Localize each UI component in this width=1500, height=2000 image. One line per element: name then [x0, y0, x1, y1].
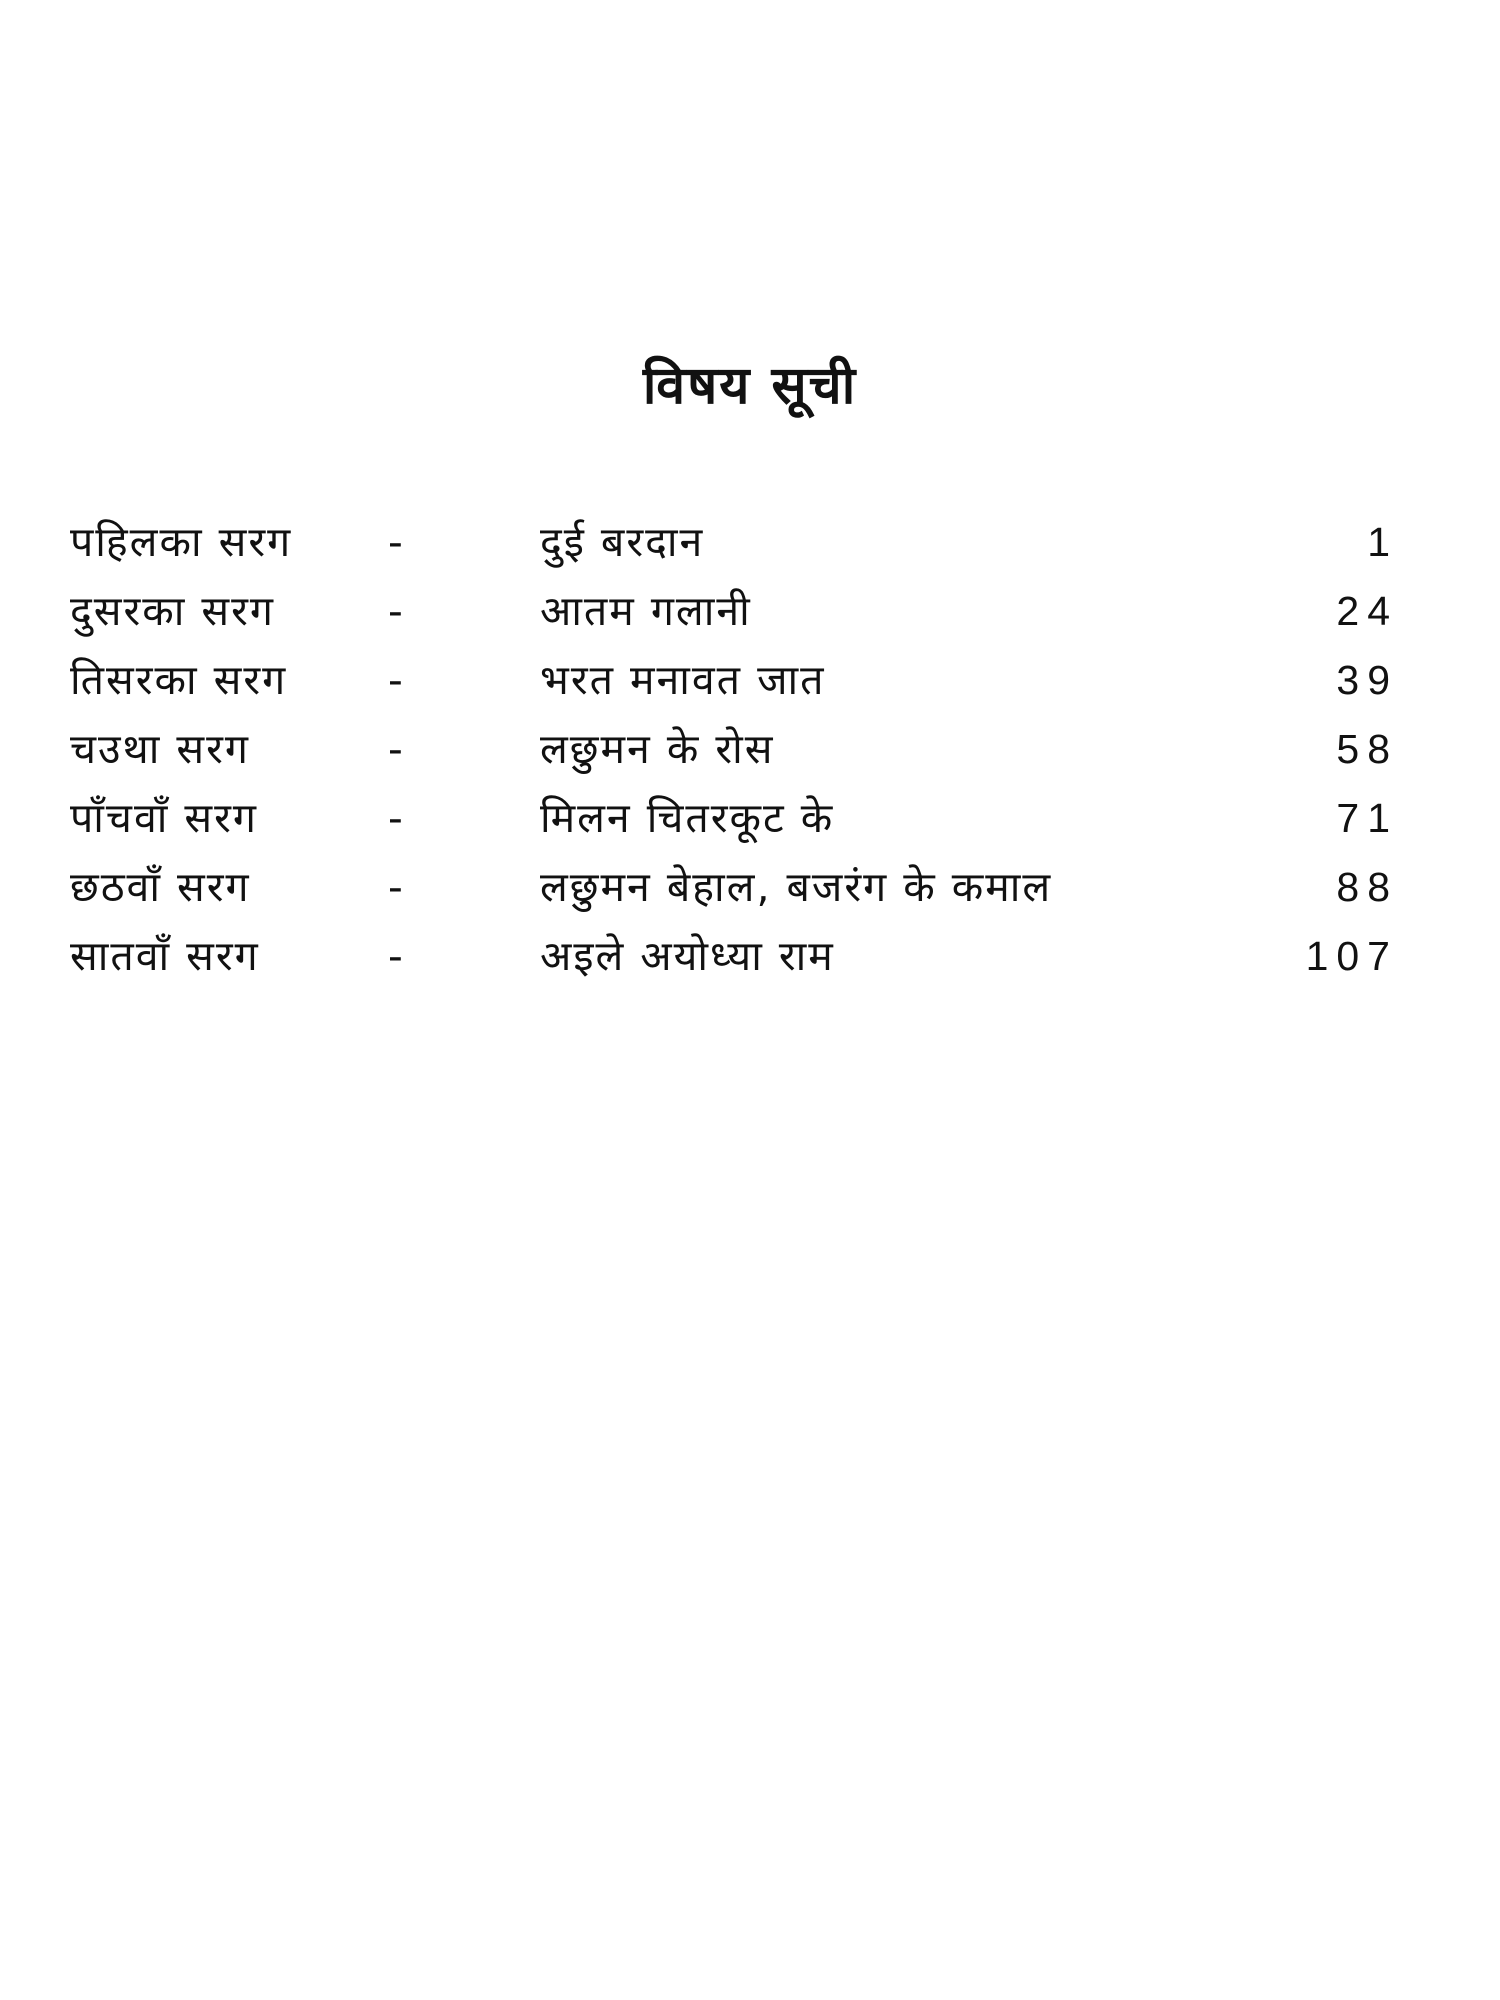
page-number: 39 — [1336, 657, 1398, 703]
separator-dash: - — [388, 587, 403, 635]
table-of-contents — [70, 508, 1398, 991]
chapter-label: पहिलका सरग — [70, 518, 293, 566]
chapter-title: लछुमन के रोस — [540, 725, 775, 773]
chapter-title: दुई बरदान — [540, 518, 705, 566]
page-title: विषय सूची — [642, 356, 858, 416]
separator-dash: - — [388, 725, 403, 773]
toc-row — [70, 577, 1398, 646]
separator-dash: - — [388, 518, 403, 566]
chapter-label: पाँचवाँ सरग — [70, 794, 258, 842]
chapter-label: चउथा सरग — [70, 725, 250, 773]
separator-dash: - — [388, 932, 403, 980]
page-number: 1 — [1367, 519, 1398, 565]
page-number: 58 — [1336, 726, 1398, 772]
toc-row — [70, 508, 1398, 577]
page-number: 107 — [1305, 933, 1398, 979]
page-number: 24 — [1336, 588, 1398, 634]
toc-row — [70, 853, 1398, 922]
separator-dash: - — [388, 794, 403, 842]
chapter-label: तिसरका सरग — [70, 656, 288, 704]
separator-dash: - — [388, 656, 403, 704]
chapter-label: सातवाँ सरग — [70, 932, 260, 980]
toc-row — [70, 646, 1398, 715]
chapter-label: दुसरका सरग — [70, 587, 275, 635]
toc-row — [70, 922, 1398, 991]
page-number: 71 — [1336, 795, 1398, 841]
toc-row — [70, 784, 1398, 853]
chapter-title: लछुमन बेहाल, बजरंग के कमाल — [540, 863, 1053, 911]
chapter-title: मिलन चितरकूट के — [540, 794, 835, 842]
toc-row — [70, 715, 1398, 784]
chapter-title: भरत मनावत जात — [540, 656, 826, 704]
page-number: 88 — [1336, 864, 1398, 910]
chapter-title: आतम गलानी — [540, 587, 752, 635]
separator-dash: - — [388, 863, 403, 911]
chapter-label: छठवाँ सरग — [70, 863, 251, 911]
chapter-title: अइले अयोध्या राम — [540, 932, 835, 980]
